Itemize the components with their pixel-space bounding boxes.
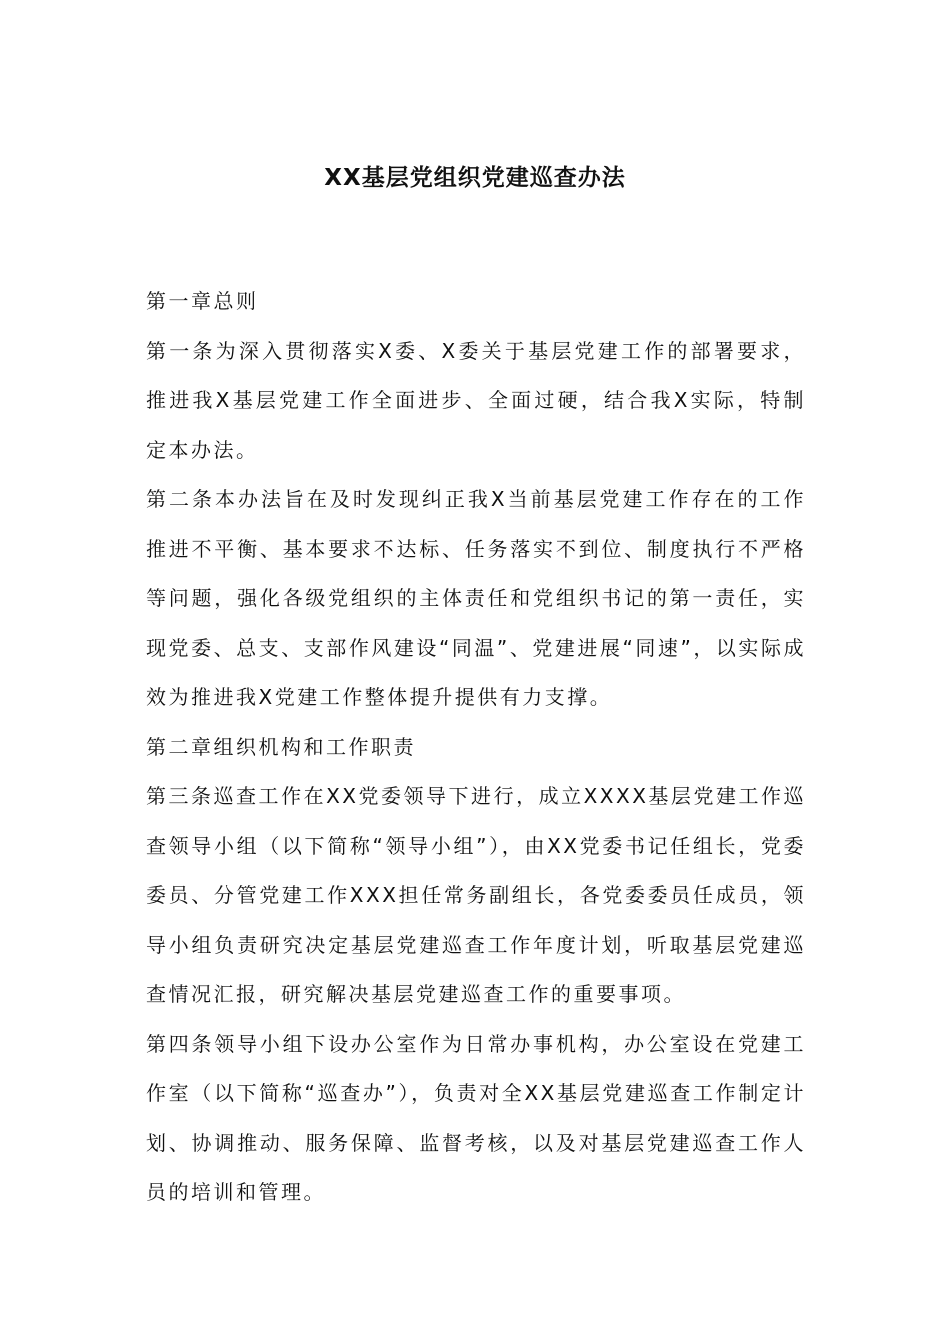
chapter-heading: 第二章组织机构和工作职责 [146,734,416,759]
article-paragraph: 第二条本办法旨在及时发现纠正我X当前基层党建工作存在的工作推进不平衡、基本要求不达标、任务落实不到位、制度执行不严格等问题，强化各级党组织的主体责任和党组织书记的第一责任，实现党委、总支、支部作风建设“同温”、党建进展“同速”，以实际成效为推进我X党建工作整体提升提供有力支撑。 [146,487,806,709]
article-paragraph: 第四条领导小组下设办公室作为日常办事机构，办公室设在党建工作室（以下简称“巡查办”），负责对全XX基层党建巡查工作制定计划、协调推动、服务保障、监督考核，以及对基层党建巡查工作人员的培训和管理。 [146,1031,806,1204]
article-paragraph: 第三条巡查工作在XX党委领导下进行，成立XXXX基层党建工作巡查领导小组（以下简称“领导小组”），由XX党委书记任组长，党委委员、分管党建工作XXX担任常务副组长，各党委委员任成员，领导小组负责研究决定基层党建巡查工作年度计划，听取基层党建巡查情况汇报，研究解决基层党建巡查工作的重要事项。 [146,784,806,1006]
article-paragraph: 第一条为深入贯彻落实X委、X委关于基层党建工作的部署要求，推进我X基层党建工作全面进步、全面过硬，结合我X实际，特制定本办法。 [146,338,806,462]
document-body [146,277,806,1218]
chapter-heading: 第一章总则 [146,289,259,313]
document-title: XX基层党组织党建巡查办法 [324,165,626,191]
